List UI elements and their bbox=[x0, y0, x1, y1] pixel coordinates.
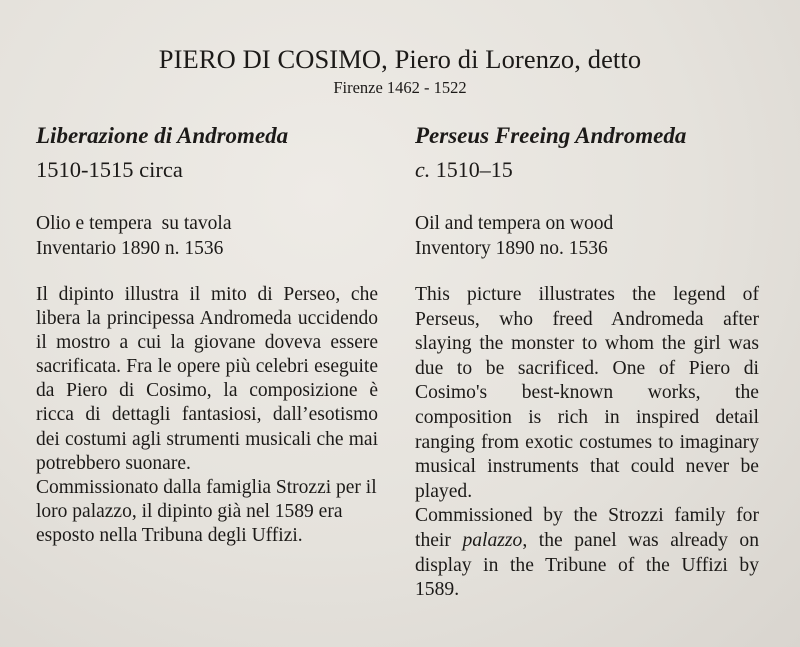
english-paragraph-2-end: , the panel was already on display in the Tribune of the Uffizi by 1589. bbox=[415, 529, 759, 601]
italian-column bbox=[36, 122, 378, 548]
english-paragraph-2-emphasis: palazzo bbox=[462, 529, 523, 551]
english-paragraph-2-start: Commissioned by the Strozzi family for their bbox=[415, 505, 759, 551]
english-description bbox=[415, 283, 759, 603]
english-period-years: 1510–15 bbox=[430, 157, 513, 182]
italian-title: Liberazione di Andromeda bbox=[36, 123, 289, 148]
english-paragraph-2 bbox=[415, 504, 759, 602]
italian-paragraph-2: Commissionato dalla famiglia Strozzi per il loro palazzo, il dipinto già nel 1589 era esposto nella Tribuna degli Uffizi. bbox=[36, 476, 377, 546]
italian-paragraph-1: Il dipinto illustra il mito di Perseo, che libera la principessa Andromeda uccidendo il mostro a cui la giovane doveva essere sacrificata. Fra le opere più celebri eseguite da Piero di Cosimo, la composizione è ricca di dettagli fantasiosi, dall’esotismo dei costumi agli strumenti musicali che mai potrebbero suonare. bbox=[36, 284, 378, 474]
english-period bbox=[415, 156, 759, 184]
artist-dates: Firenze 1462 - 1522 bbox=[333, 78, 467, 97]
english-column bbox=[415, 122, 759, 603]
artist-name: PIERO DI COSIMO, Piero di Lorenzo, detto bbox=[158, 44, 642, 74]
italian-details bbox=[36, 211, 378, 261]
italian-description bbox=[36, 283, 378, 548]
english-inventory: Inventory 1890 no. 1536 bbox=[415, 238, 608, 259]
english-paragraph-1: This picture illustrates the legend of Perseus, who freed Andromeda after slaying the monster to whom the girl was due to be sacrificed. One of Piero di Cosimo's best-known works, the composition is rich in inspired detail ranging from exotic costumes to imaginary musical instruments that could never be played. bbox=[415, 284, 759, 502]
italian-inventory: Inventario 1890 n. 1536 bbox=[36, 238, 224, 259]
italian-medium: Olio e tempera su tavola bbox=[36, 213, 232, 234]
english-title: Perseus Freeing Andromeda bbox=[415, 123, 687, 148]
italian-period: 1510-1515 circa bbox=[36, 157, 183, 182]
english-medium: Oil and tempera on wood bbox=[415, 213, 614, 234]
english-period-prefix: c. bbox=[415, 157, 431, 182]
english-details bbox=[415, 211, 759, 261]
